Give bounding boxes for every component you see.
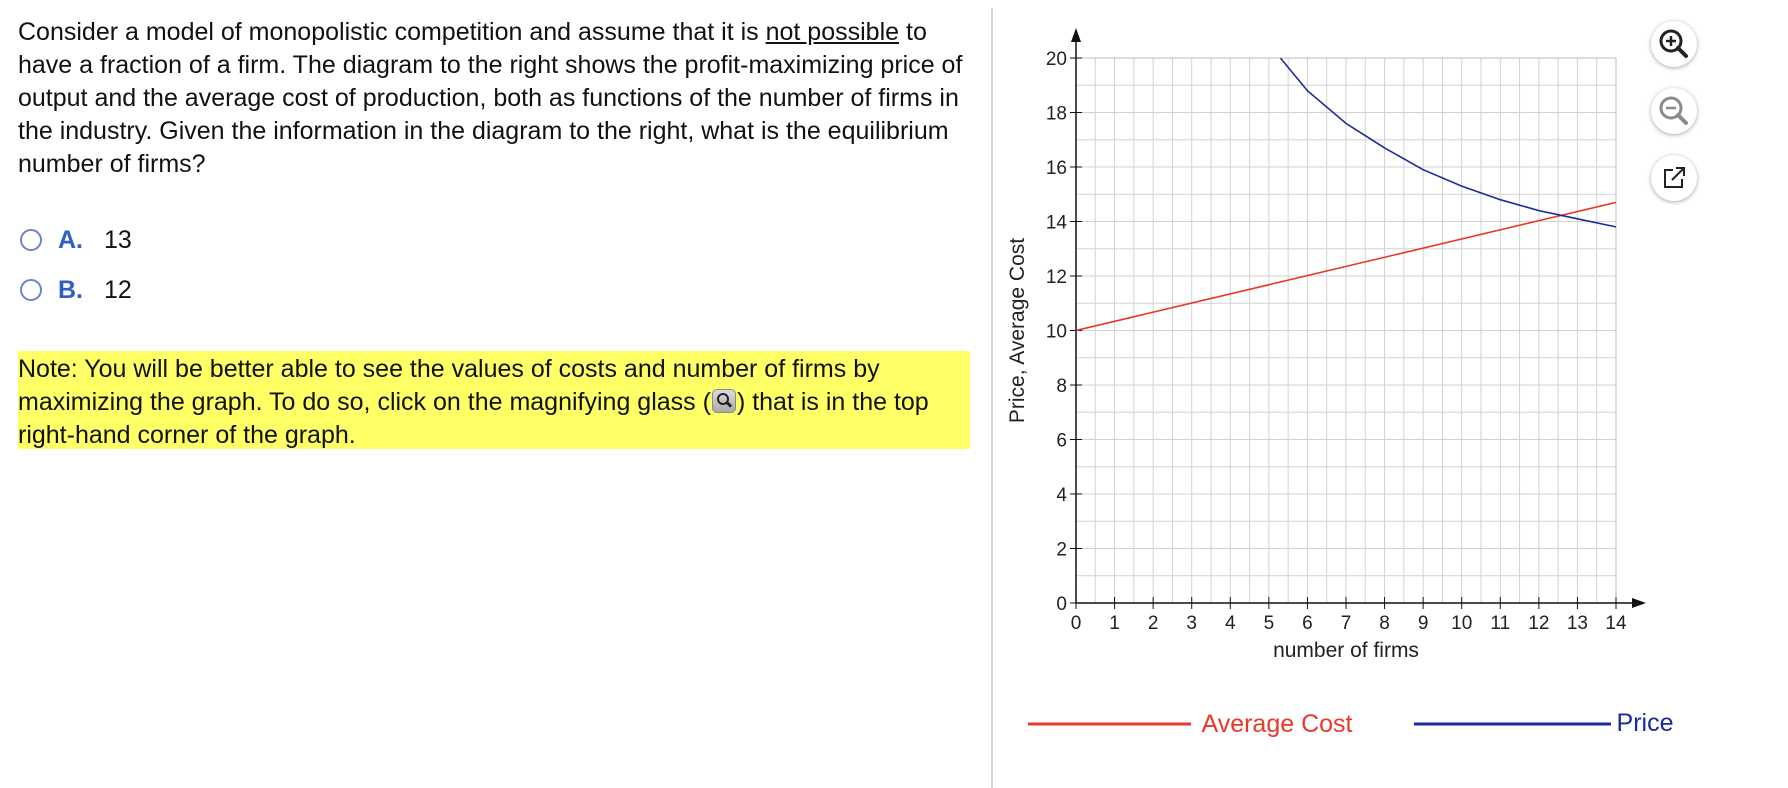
zoom-out-icon [1651, 88, 1697, 134]
y-tick-label: 16 [1045, 158, 1067, 179]
radio-button[interactable] [20, 279, 42, 301]
y-tick-label: 14 [1045, 212, 1067, 234]
chart-panel [993, 0, 1788, 776]
x-tick-label: 0 [1070, 613, 1082, 634]
question-emphasis: not possible [765, 18, 900, 46]
y-tick-label: 4 [1056, 485, 1067, 506]
y-tick-label: 20 [1045, 49, 1067, 70]
x-tick-label: 8 [1379, 613, 1390, 634]
y-axis-label: Price, Average Cost [1006, 237, 1029, 424]
x-tick-label: 2 [1147, 613, 1159, 634]
option-a[interactable] [20, 223, 132, 257]
note-box [18, 351, 970, 449]
radio-button[interactable] [20, 229, 42, 251]
zoom-out-button[interactable] [1651, 88, 1697, 134]
x-tick-label: 12 [1528, 613, 1550, 634]
question-text-part: to have a fraction of a firm. The diagram to the right shows the profit-maximizing price of output and the average cost of production, both as functions of the number of firms in the industry. Given the information in the diagram to the right, what is the equilibrium number of firms? [18, 18, 963, 178]
y-tick-label: 2 [1056, 539, 1067, 561]
y-tick-label: 18 [1045, 103, 1067, 125]
option-value: 12 [104, 275, 132, 304]
magnifier-icon [712, 389, 736, 413]
question-text [18, 16, 978, 181]
x-tick-label: 10 [1451, 613, 1473, 634]
note-text-part: Note: You will be better able to see the values of costs and number of firms by maximizing the graph. To do so, click on the magnifying glass ( [18, 355, 880, 416]
legend-label-average-cost: Average Cost [1201, 710, 1353, 738]
x-tick-label: 13 [1566, 613, 1588, 634]
x-tick-label: 9 [1417, 613, 1429, 634]
popout-icon [1651, 155, 1697, 201]
note-text [18, 353, 970, 452]
x-tick-label: 14 [1605, 613, 1627, 634]
y-tick-label: 0 [1056, 594, 1067, 615]
x-tick-label: 1 [1109, 613, 1120, 634]
note-text-part: ) that is in the top right-hand corner of the graph. [18, 388, 929, 449]
question-text-part: Consider a model of monopolistic competition and assume that it is [18, 18, 766, 46]
zoom-in-button[interactable] [1651, 21, 1697, 67]
option-letter: B. [58, 275, 83, 304]
x-tick-label: 5 [1263, 613, 1275, 634]
option-letter: A. [58, 225, 83, 254]
x-axis-arrow [1632, 598, 1646, 608]
y-tick-label: 8 [1056, 376, 1067, 397]
x-tick-label: 6 [1302, 613, 1313, 634]
y-tick-label: 10 [1045, 321, 1067, 343]
x-tick-label: 11 [1490, 613, 1511, 634]
y-tick-label: 6 [1056, 430, 1067, 452]
x-axis-label: number of firms [1273, 639, 1419, 662]
y-tick-label: 12 [1045, 267, 1067, 288]
legend-label-price: Price [1616, 709, 1674, 737]
option-b[interactable] [20, 273, 132, 307]
popout-button[interactable] [1651, 155, 1697, 201]
y-axis-arrow [1071, 28, 1081, 42]
x-tick-label: 7 [1340, 613, 1352, 634]
x-tick-label: 4 [1224, 613, 1236, 634]
zoom-in-icon [1651, 21, 1697, 67]
option-value: 13 [104, 225, 132, 254]
x-tick-label: 3 [1186, 613, 1198, 634]
series-line-price [1280, 58, 1616, 227]
